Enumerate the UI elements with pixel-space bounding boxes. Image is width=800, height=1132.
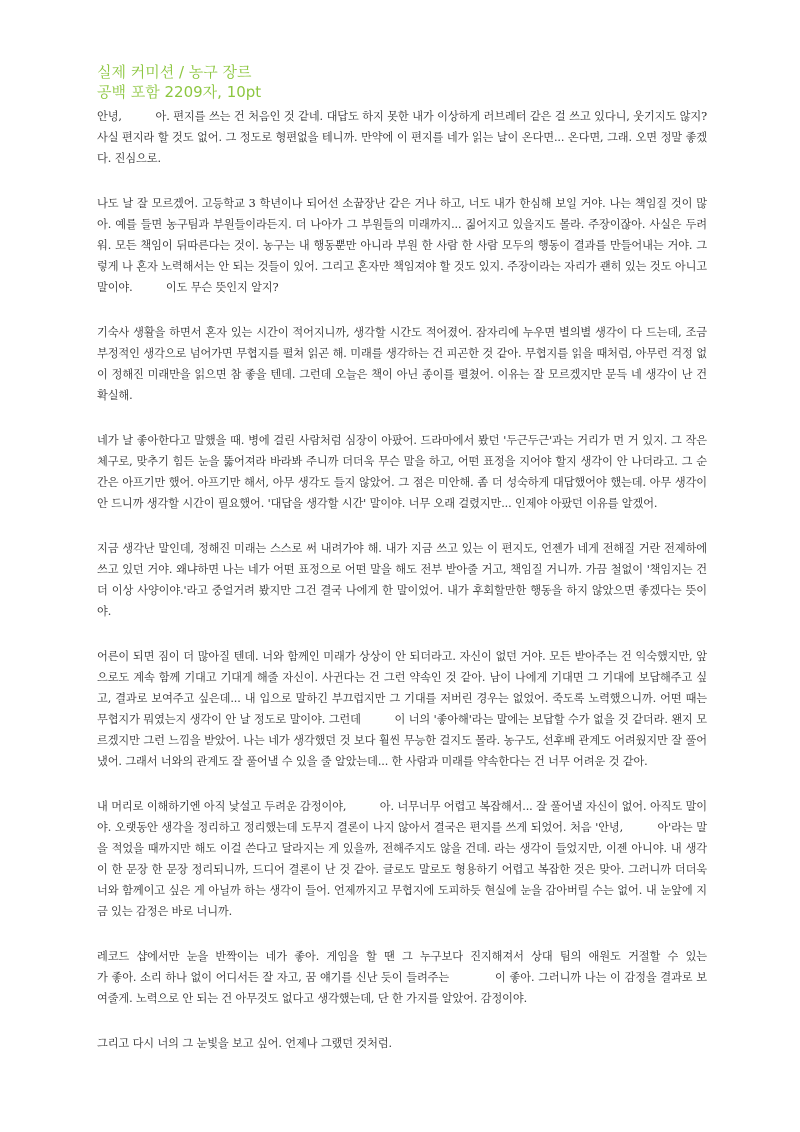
document-title: 실제 커미션 / 농구 장르 xyxy=(97,63,252,81)
paragraph: 레코드 샵에서만 눈을 반짝이는 네가 좋아. 게임을 할 땐 그 누구보다 진지해져서 상대 팀의 애원도 거절할 수 있는 가 좋아. 소리 하나 없이 어디서든 잘 자고, 꿈 얘기를 신난 듯이 들려주는 이 좋아. 그러니까 나는 이 감정을 결과로 보여줄게. 노력으로 안 되는 건 아무것도 없다고 생각했는데, 단 한 가지를 알았어. 감정이야. xyxy=(97,950,796,1005)
document-page xyxy=(97,62,796,1078)
document-subtitle: 공백 포함 2209자, 10pt xyxy=(97,83,262,101)
letter-body xyxy=(97,106,796,1054)
paragraph: 그리고 다시 너의 그 눈빛을 보고 싶어. 언제나 그랬던 것처럼. xyxy=(97,1037,392,1050)
paragraph: 내 머리로 이해하기엔 아직 낯설고 두려운 감정이야, 아. 너무너무 어렵고 복잡해서... 잘 풀어낼 자신이 없어. 아직도 말이야. 오랫동안 생각을 정리하고 정리했는데 도무지 결론이 나지 않아서 결국은 편지를 쓰게 되었어. 처음 '안녕, 아'라는 말을 적었을 때까지만 해도 이걸 쓴다고 달라지는 게 있을까, 전해주지도 않을 건데. 라는 생각이 들었지만, 이젠 아니야. 내 생각이 한 문장 한 문장 정리되니까, 드디어 결론이 난 것 같아. 글로도 말로도 형용하기 어렵고 복잡한 것은 맞아. 그러니까 더더욱 너와 함께이고 싶은 게 아닐까 하는 생각이 들어. 언제까지고 무협지에 도피하듯 현실에 눈을 감아버릴 수는 없어. 내 눈앞에 지금 있는 감정은 바로 너니까. xyxy=(97,800,707,918)
paragraph: 나도 날 잘 모르겠어. 고등학교 3 학년이나 되어선 소꿉장난 같은 거나 하고, 너도 내가 한심해 보일 거야. 나는 책임질 것이 많아. 예를 들면 농구팀과 부원들이라든지. 더 나아가 그 부원들의 미래까지... 짊어지고 있을지도 몰라. 주장이잖아. 사실은 두려워. 모든 책임이 뒤따른다는 것이. 농구는 내 행동뿐만 아니라 부원 한 사람 한 사람 모두의 행동이 결과를 만들어내는 거야. 그렇게 나 혼자 노력해서는 안 되는 것들이 있어. 그리고 혼자만 책임져야 할 것도 있지. 주장이라는 자리가 괜히 있는 것도 아니고 말이야. 이도 무슨 뜻인지 알지? xyxy=(97,197,707,294)
paragraph: 지금 생각난 말인데, 정해진 미래는 스스로 써 내려가야 해. 내가 지금 쓰고 있는 이 편지도, 언젠가 네게 전해질 거란 전제하에 쓰고 있던 거야. 왜냐하면 나는 네가 어떤 표정으로 어떤 말을 해도 전부 받아줄 거고, 책임질 거니까. 가끔 철없이 '책임지는 건 더 이상 사양이야.'라고 중얼거려 봤지만 그건 결국 나에게 한 말이었어. 내가 후회할만한 행동을 하지 않았으면 좋겠다는 뜻이야. xyxy=(97,542,707,618)
paragraph: 네가 날 좋아한다고 말했을 때. 병에 걸린 사람처럼 심장이 아팠어. 드라마에서 봤던 '두근두근'과는 거리가 먼 거 있지. 그 작은 체구로, 맞추기 힘든 눈을 뚫어져라 바라봐 주니까 더더욱 무슨 말을 하고, 어떤 표정을 지어야 할지 생각이 안 나더라고. 그 순간은 아프기만 했어. 아프기만 해서, 아무 생각도 들지 않았어. 그 점은 미안해. 좀 더 성숙하게 대답했어야 했는데. 아무 생각이 안 드니까 생각할 시간이 필요했어. '대답을 생각할 시간' 말이야. 너무 오래 걸렸지만... 인제야 아팠던 이유를 알겠어. xyxy=(97,434,707,510)
paragraph: 어른이 되면 짐이 더 많아질 텐데. 너와 함께인 미래가 상상이 안 되더라고. 자신이 없던 거야. 모든 받아주는 건 익숙했지만, 앞으로도 계속 함께 기대고 기대게 해줄 자신이. 사귄다는 건 그런 약속인 것 같아. 남이 나에게 기대면 그 기대에 보답해주고 싶고, 결과로 보여주고 싶은데... 내 입으로 말하긴 부끄럽지만 그 기대를 저버린 경우는 없었어. 죽도록 노력했으니까. 어떤 때는 무협지가 뭐였는지 생각이 안 날 정도로 말이야. 그런데 이 너의 '좋아해'라는 말에는 보답할 수가 없을 것 같더라. 왠지 모르겠지만 그런 느낌을 받았어. 나는 네가 생각했던 것 보다 훨씬 무능한 걸지도 몰라. 농구도, 선후배 관계도 어려웠지만 잘 풀어냈어. 그래서 너와의 관계도 잘 풀어낼 수 있을 줄 알았는데... 한 사람과 미래를 약속한다는 건 너무 어려운 것 같아. xyxy=(97,650,707,768)
paragraph: 안녕, 아. 편지를 쓰는 건 처음인 것 같네. 대답도 하지 못한 내가 이상하게 러브레터 같은 걸 쓰고 있다니, 웃기지도 않지? 사실 편지라 할 것도 없어. 그 정도로 형편없을 테니까. 만약에 이 편지를 네가 읽는 날이 온다면... 온다면, 그래. 오면 정말 좋겠다. 진심으로. xyxy=(97,110,707,165)
paragraph: 기숙사 생활을 하면서 혼자 있는 시간이 적어지니까, 생각할 시간도 적어졌어. 잠자리에 누우면 별의별 생각이 다 드는데, 조금 부정적인 생각으로 넘어가면 무협지를 펼쳐 읽곤 해. 미래를 생각하는 건 피곤한 것 같아. 무협지를 읽을 때처럼, 아무런 걱정 없이 정해진 미래만을 읽으면 참 좋을 텐데. 그런데 오늘은 책이 아닌 종이를 펼쳤어. 이유는 잘 모르겠지만 문득 네 생각이 난 건 확실해. xyxy=(97,326,707,402)
